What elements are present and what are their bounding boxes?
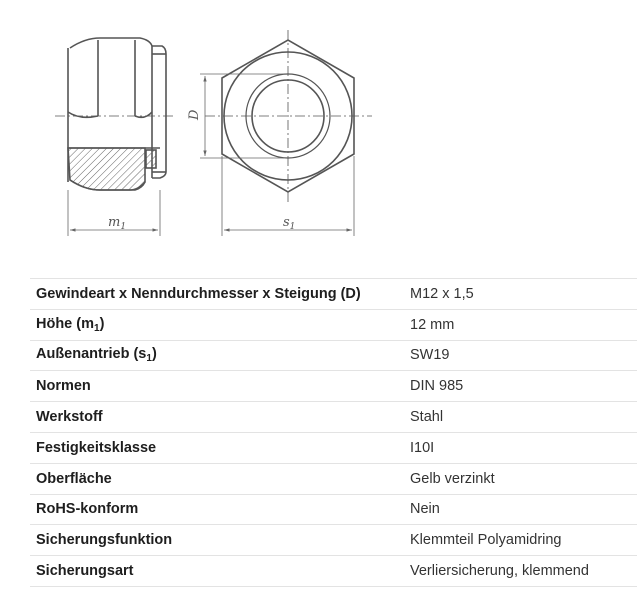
spec-value: M12 x 1,5	[404, 279, 637, 310]
spec-value: 12 mm	[404, 309, 637, 340]
spec-value: I10I	[404, 432, 637, 463]
spec-value: Gelb verzinkt	[404, 463, 637, 494]
spec-table	[30, 278, 637, 587]
spec-row	[30, 432, 637, 463]
spec-label: Normen	[30, 371, 404, 402]
spec-label: Festigkeitsklasse	[30, 432, 404, 463]
spec-label: Höhe $(m_1)$	[30, 309, 404, 340]
spec-label: Außenantrieb $(s_1)$	[30, 340, 404, 371]
width-dimension-label: $s_1$	[283, 215, 296, 232]
spec-row	[30, 463, 637, 494]
spec-label: Gewindeart x Nenndurchmesser x Steigung (D)	[30, 279, 404, 310]
spec-row	[30, 494, 637, 525]
spec-row	[30, 525, 637, 556]
spec-label: Sicherungsart	[30, 556, 404, 587]
technical-drawing	[0, 0, 637, 270]
spec-row	[30, 340, 637, 371]
spec-value: Klemmteil Polyamidring	[404, 525, 637, 556]
spec-value: Nein	[404, 494, 637, 525]
spec-row	[30, 556, 637, 587]
spec-value: Stahl	[404, 402, 637, 433]
spec-row	[30, 402, 637, 433]
spec-label: Sicherungsfunktion	[30, 525, 404, 556]
spec-value: DIN 985	[404, 371, 637, 402]
nut-front-view	[205, 30, 372, 202]
spec-row	[30, 371, 637, 402]
spec-label: Werkstoff	[30, 402, 404, 433]
spec-label: RoHS-konform	[30, 494, 404, 525]
height-dimension-label: $m_1$	[108, 215, 127, 232]
spec-value: SW19	[404, 340, 637, 371]
spec-label: Oberfläche	[30, 463, 404, 494]
nut-side-view	[55, 38, 175, 190]
diameter-dimension-label: D	[187, 109, 202, 120]
spec-row	[30, 279, 637, 310]
spec-row	[30, 309, 637, 340]
spec-value: Verliersicherung, klemmend	[404, 556, 637, 587]
